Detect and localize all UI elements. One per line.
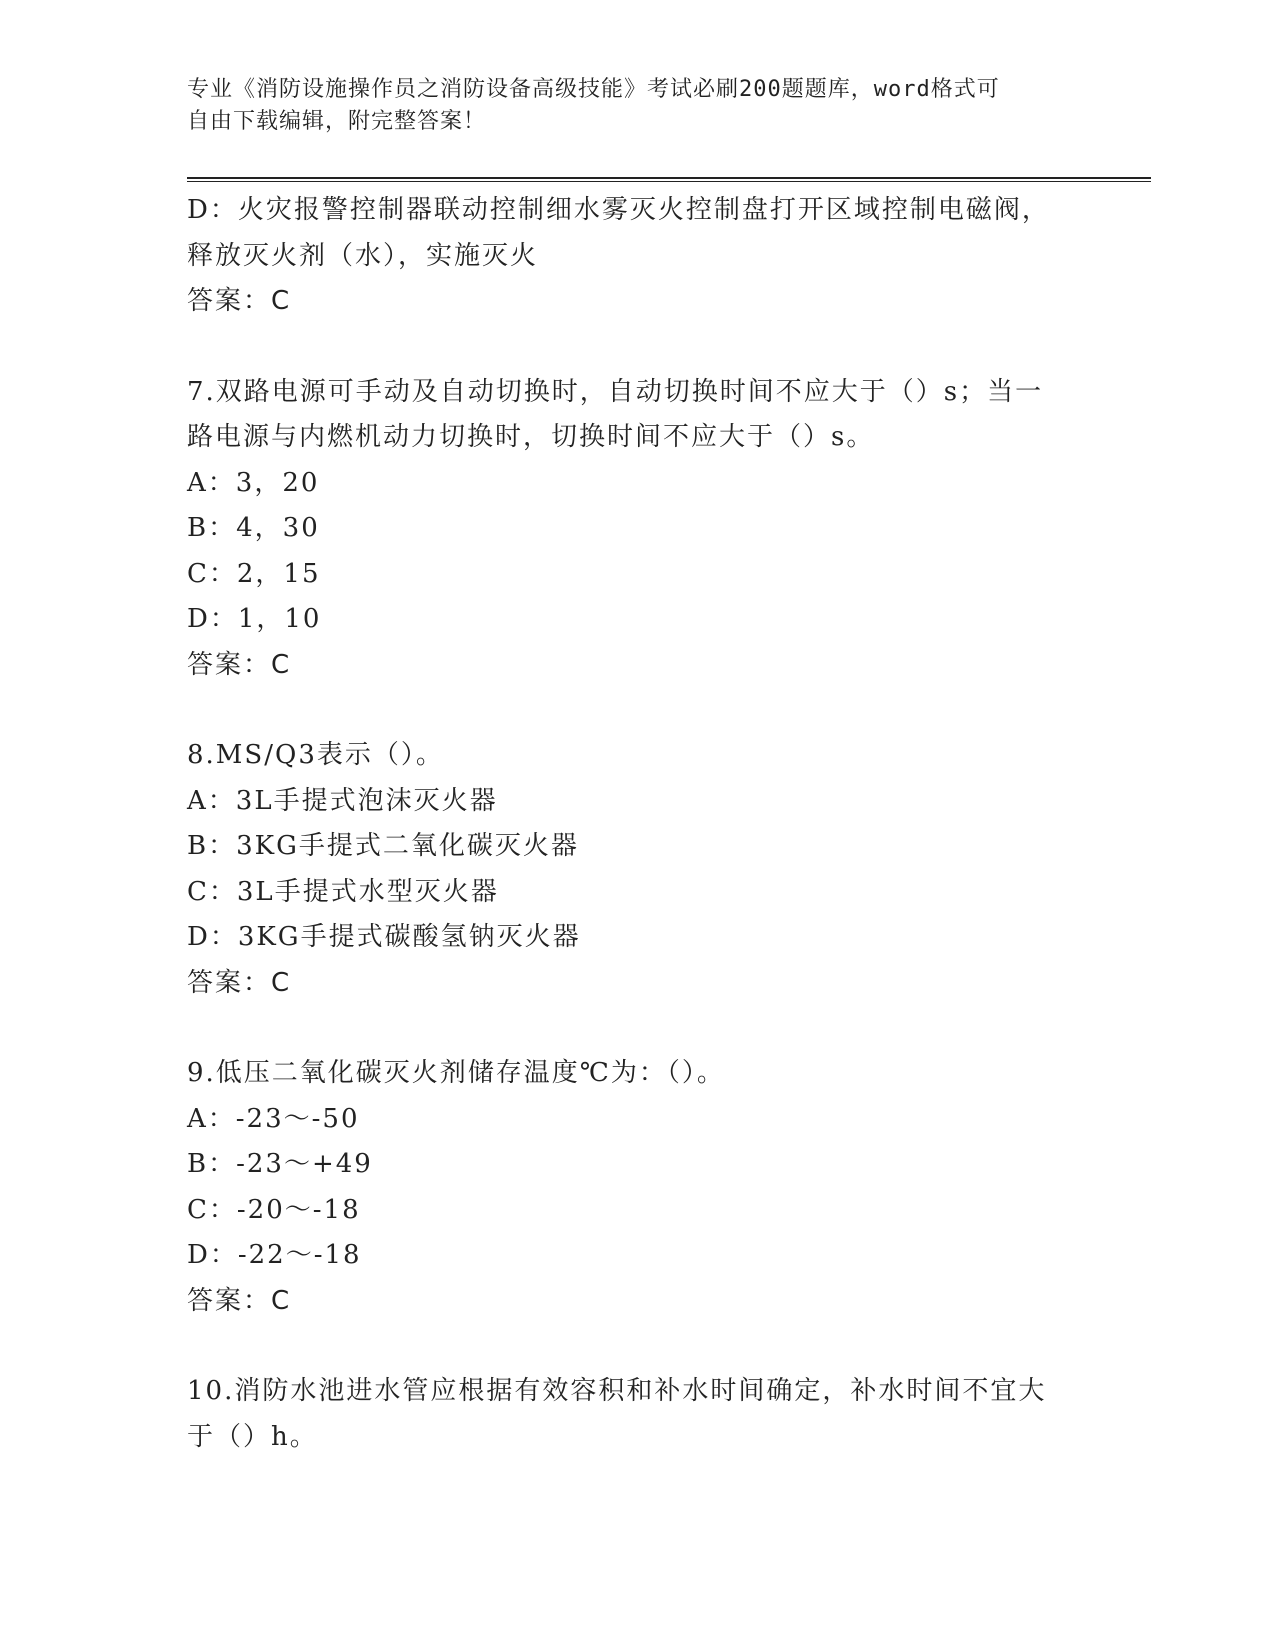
question-10 — [187, 1369, 1087, 1460]
header-divider-thick — [187, 177, 1151, 179]
option-d: D：1，10 — [187, 604, 322, 634]
header-divider-thin — [187, 181, 1151, 182]
option-c: C：2，15 — [187, 558, 321, 589]
header-line-1: 专业《消防设施操作员之消防设备高级技能》考试必刷200题题库，word格式可 — [187, 77, 1000, 102]
question-8 — [187, 733, 1087, 1006]
answer: 答案：C — [187, 286, 292, 316]
option-c: C：-20～-18 — [187, 1194, 361, 1225]
question-stem-continued: 路电源与内燃机动力切换时，切换时间不应大于（）s。 — [187, 422, 875, 452]
option-d: D：3KG手提式碳酸氢钠灭火器 — [187, 922, 581, 952]
question-stem: 7.双路电源可手动及自动切换时，自动切换时间不应大于（）s；当一 — [187, 376, 1044, 407]
option-b: B：-23～+49 — [187, 1149, 373, 1179]
option-c: C：3L手提式水型灭火器 — [187, 876, 499, 907]
header-line-2: 自由下载编辑，附完整答案！ — [187, 109, 487, 134]
document-header — [187, 74, 1087, 138]
question-stem: 10.消防水池进水管应根据有效容积和补水时间确定，补水时间不宜大 — [187, 1376, 1047, 1406]
option-a: A：3，20 — [187, 467, 320, 498]
answer: 答案：C — [187, 1285, 292, 1316]
question-7 — [187, 370, 1087, 689]
question-6-tail — [187, 188, 1087, 325]
question-stem: 8.MS/Q3表示（）。 — [187, 740, 444, 770]
question-list — [187, 188, 1087, 1460]
question-stem-continued: 于（）h。 — [187, 1421, 318, 1452]
answer: 答案：C — [187, 649, 292, 680]
question-stem: 9.低压二氧化碳灭火剂储存温度℃为：（）。 — [187, 1058, 725, 1088]
option-d-continued: 释放灭火剂（水），实施灭火 — [187, 240, 539, 271]
option-d: D：-22～-18 — [187, 1240, 362, 1270]
question-9 — [187, 1051, 1087, 1324]
answer: 答案：C — [187, 967, 292, 998]
option-a: A：3L手提式泡沫灭火器 — [187, 785, 498, 816]
option-d: D：火灾报警控制器联动控制细水雾灭火控制盘打开区域控制电磁阀， — [187, 195, 1050, 225]
option-a: A：-23～-50 — [187, 1103, 360, 1134]
option-b: B：3KG手提式二氧化碳灭火器 — [187, 831, 579, 861]
option-b: B：4，30 — [187, 513, 320, 543]
